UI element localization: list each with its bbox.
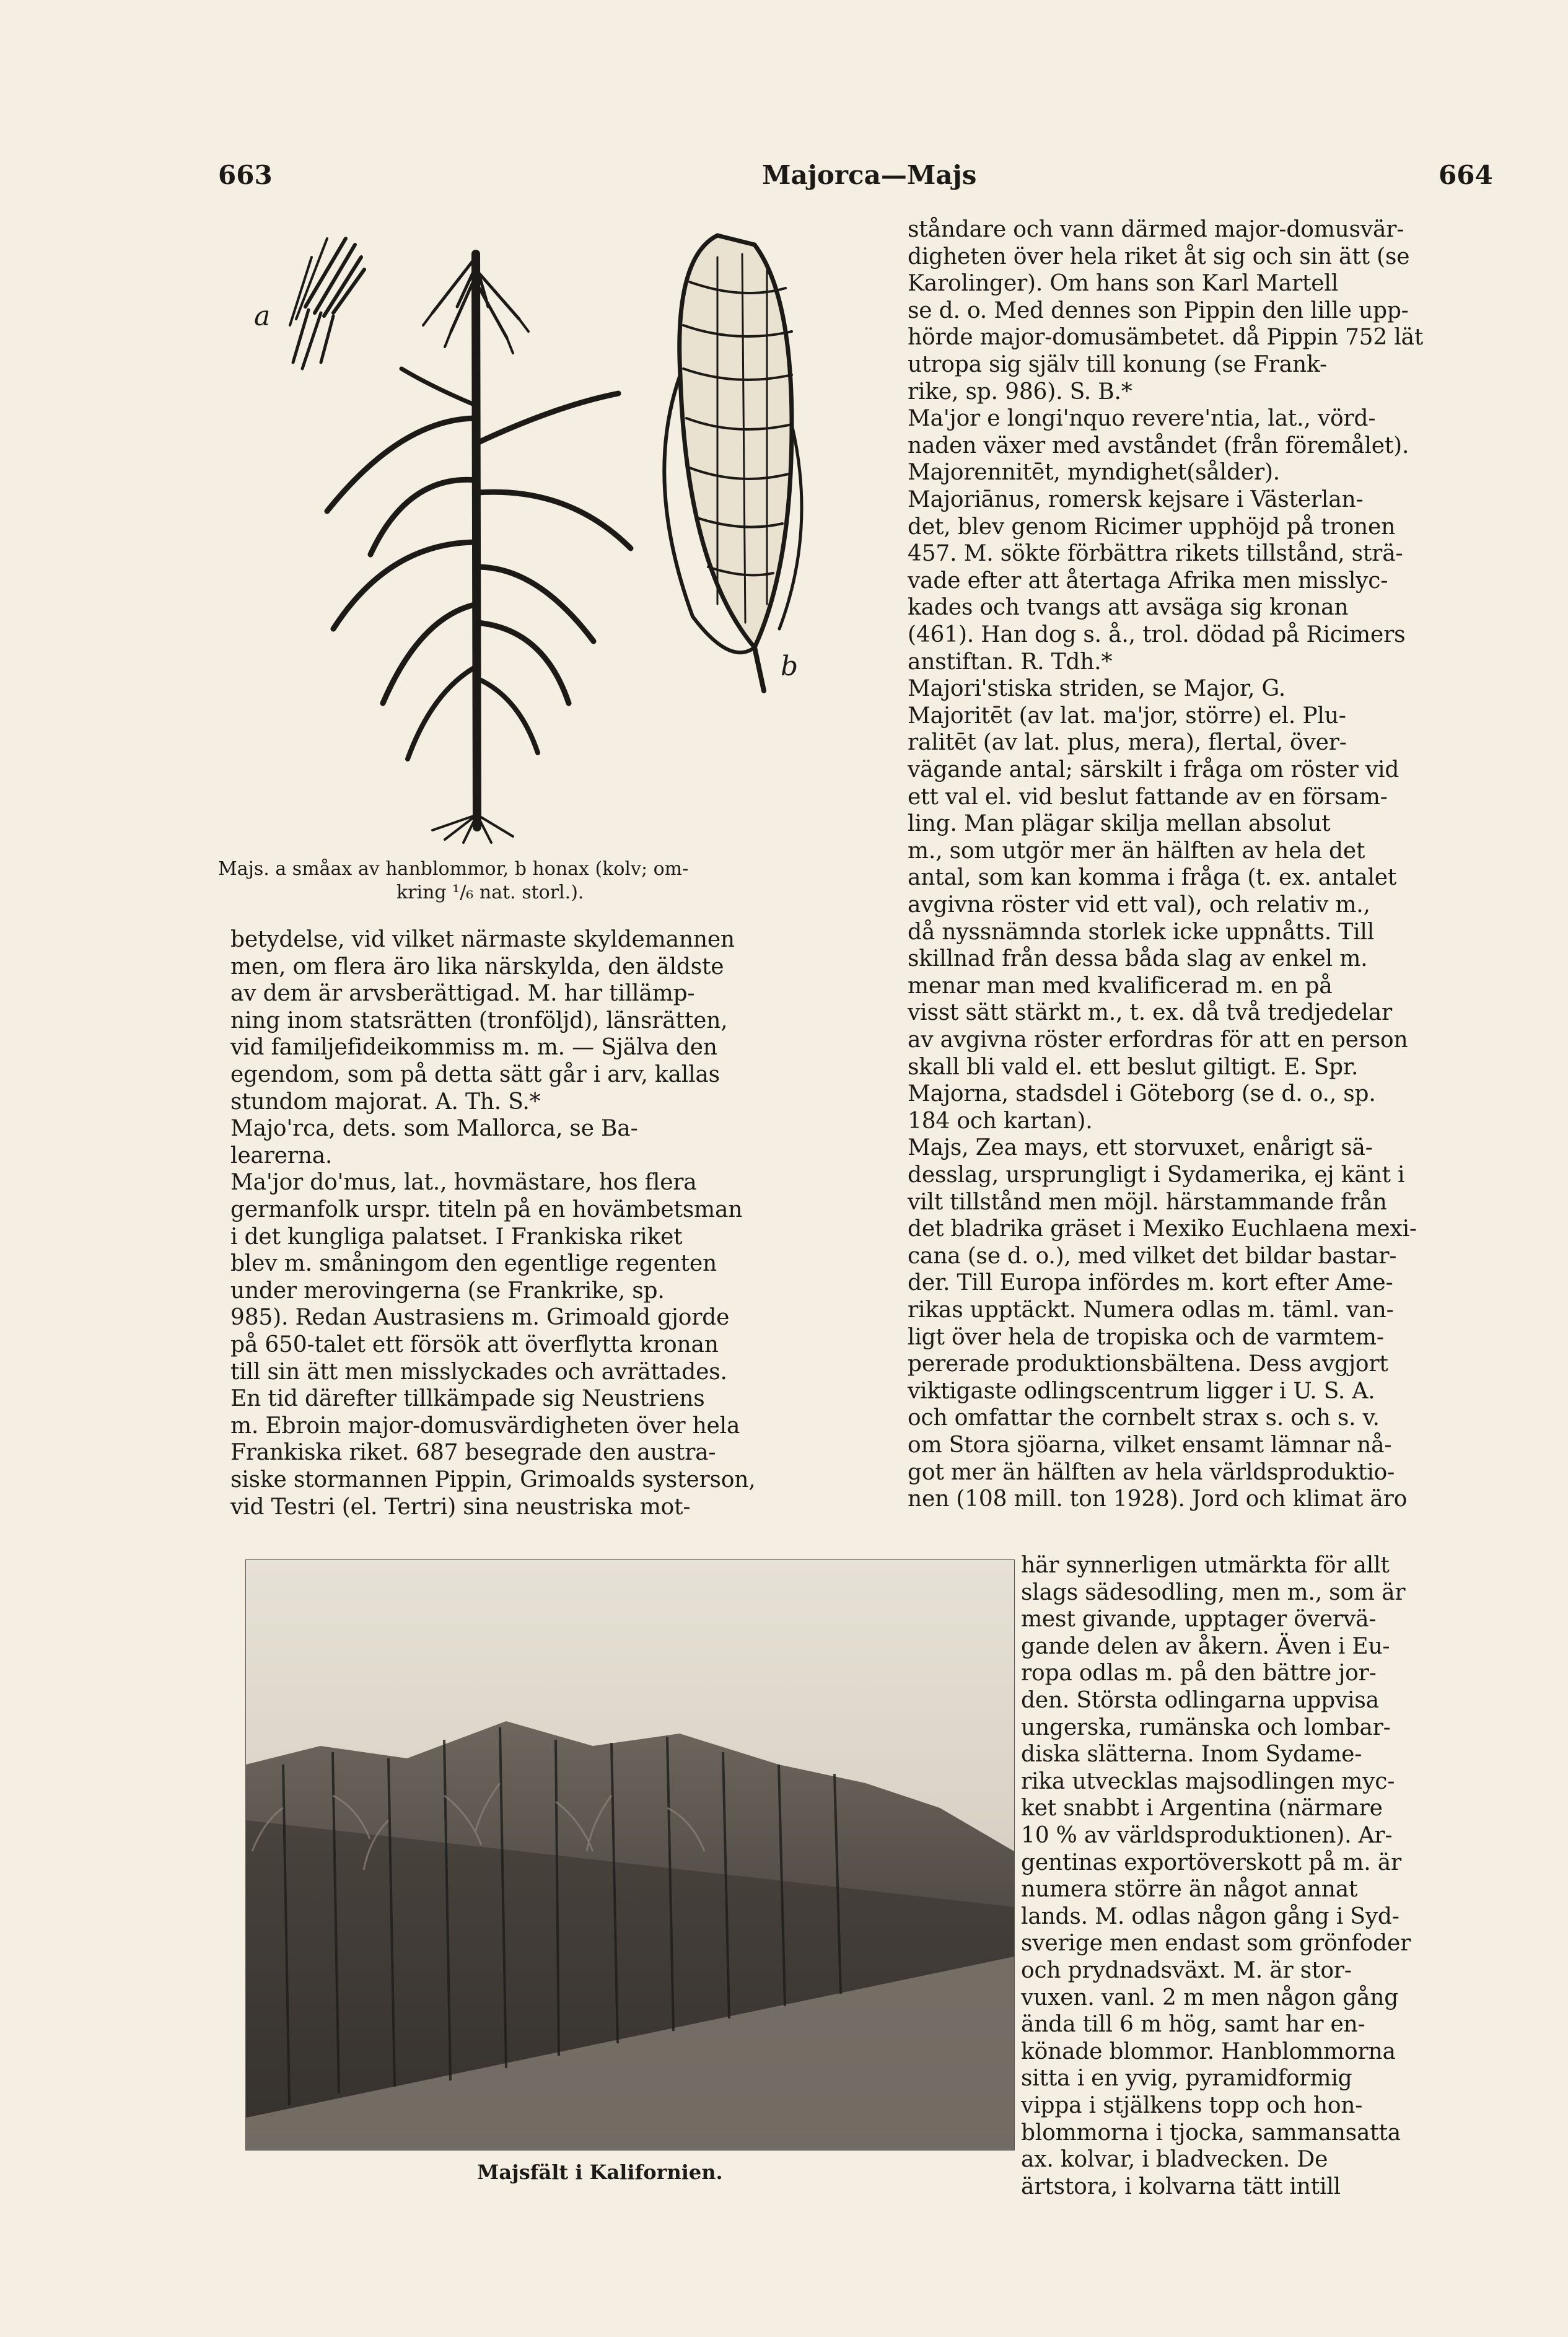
text-line: desslag, ursprungligt i Sydamerika, ej känt i xyxy=(908,1162,1405,1188)
text-line: och omfattar the cornbelt strax s. och s. v. xyxy=(908,1405,1380,1431)
text-line: Majoriānus, romersk kejsare i Västerlan- xyxy=(908,487,1364,512)
text-line: här synnerligen utmärkta för allt xyxy=(1021,1553,1390,1578)
text-line: könade blommor. Hanblommorna xyxy=(1021,2038,1396,2064)
text-line: Frankiska riket. 687 besegrade den austra- xyxy=(230,1440,716,1466)
figure-label-b: b xyxy=(781,651,799,682)
text-line: ling. Man plägar skilja mellan absolut xyxy=(908,811,1331,837)
text-line: Ma'jor do'mus, lat., hovmästare, hos flera xyxy=(230,1170,697,1196)
text-line: 457. M. sökte förbättra rikets tillstånd, strä- xyxy=(908,541,1403,567)
text-line: En tid därefter tillkämpade sig Neustriens xyxy=(230,1386,705,1412)
text-line: blev m. småningom den egentlige regenten xyxy=(230,1251,717,1277)
text-line: 184 och kartan). xyxy=(908,1108,1093,1134)
text-line: vid familjefideikommiss m. m. — Själva den xyxy=(230,1035,717,1061)
text-line: Majoritēt (av lat. ma'jor, större) el. Plu- xyxy=(908,703,1346,729)
text-line: learerna. xyxy=(230,1142,333,1168)
text-line: blommorna i tjocka, sammansatta xyxy=(1021,2120,1401,2146)
text-line: ning inom statsrätten (tronföljd), länsrätten, xyxy=(230,1007,728,1033)
text-line: under merovingerna (se Frankrike, sp. xyxy=(230,1278,665,1304)
text-line: skillnad från dessa båda slag av enkel m. xyxy=(908,946,1368,972)
text-line: sverige men endast som grönfoder xyxy=(1021,1931,1411,1957)
text-line: Majs, Zea mays, ett storvuxet, enårigt sä- xyxy=(908,1135,1373,1161)
text-line: visst sätt stärkt m., t. ex. då två tredjedelar xyxy=(908,1000,1392,1026)
field-photo-caption: Majsfält i Kalifornien. xyxy=(477,2160,723,2184)
text-line: Majorennitēt, myndighet(sålder). xyxy=(908,460,1281,486)
text-line: mest givande, upptager övervä- xyxy=(1021,1607,1377,1633)
text-line: Majo'rca, dets. som Mallorca, se Ba- xyxy=(230,1116,638,1142)
text-line: och prydnadsväxt. M. är stor- xyxy=(1021,1958,1352,1983)
text-line: digheten över hela riket åt sig och sin ätt (se xyxy=(908,243,1410,270)
text-line: siske stormannen Pippin, Grimoalds systerson, xyxy=(230,1467,756,1493)
text-line: vippa i stjälkens topp och hon- xyxy=(1021,2093,1363,2118)
text-line: ax. kolvar, i bladvecken. De xyxy=(1021,2147,1328,2173)
text-line: avgivna röster vid ett val), och relativ m., xyxy=(908,892,1370,918)
text-line: gande delen av åkern. Även i Eu- xyxy=(1021,1633,1390,1659)
text-line: m. Ebroin major-domusvärdigheten över hela xyxy=(230,1413,740,1439)
text-line: rika utvecklas majsodlingen myc- xyxy=(1021,1768,1395,1794)
text-line: sitta i en yvig, pyramidformig xyxy=(1021,2066,1352,2092)
text-line: germanfolk urspr. titeln på en hovämbetsman xyxy=(230,1197,743,1222)
text-line: till sin ätt men misslyckades och avrättades. xyxy=(230,1359,727,1385)
spikelet-figure-a xyxy=(290,239,364,369)
figure-label-a: a xyxy=(254,300,271,332)
text-line: anstiftan. R. Tdh.* xyxy=(908,649,1113,675)
text-line: rike, sp. 986). S. B.* xyxy=(908,379,1132,405)
text-line: antal, som kan komma i fråga (t. ex. antalet xyxy=(908,865,1397,891)
text-line: gentinas exportöverskott på m. är xyxy=(1021,1849,1401,1875)
text-line: viktigaste odlingscentrum ligger i U. S. A. xyxy=(908,1378,1375,1404)
text-line: skall bli vald el. ett beslut giltigt. E. Spr. xyxy=(908,1054,1359,1080)
text-line: betydelse, vid vilket närmaste skyldemannen xyxy=(230,927,735,952)
text-line: då nyssnämnda storlek icke uppnåtts. Till xyxy=(908,919,1375,945)
text-line: ligt över hela de tropiska och de varmtem- xyxy=(908,1324,1384,1350)
text-line: stundom majorat. A. Th. S.* xyxy=(230,1089,541,1115)
text-line: men, om flera äro lika närskylda, den äldste xyxy=(230,954,724,980)
text-line: vilt tillstånd men möjl. härstammande från xyxy=(908,1189,1387,1215)
text-line: i det kungliga palatset. I Frankiska riket xyxy=(230,1224,683,1250)
text-line: hörde major-domusämbetet. då Pippin 752 lät xyxy=(908,325,1424,351)
text-line: ket snabbt i Argentina (närmare xyxy=(1021,1796,1383,1822)
text-line: det bladrika gräset i Mexiko Euchlaena mexi- xyxy=(908,1216,1417,1242)
text-line: diska slätterna. Inom Sydame- xyxy=(1021,1742,1362,1768)
plant-figure-caption-line1: Majs. a småax av hanblommor, b honax (kolv; om- xyxy=(218,858,689,880)
text-line: numera större än något annat xyxy=(1021,1877,1358,1903)
text-line: pererade produktionsbältena. Dess avgjort xyxy=(908,1351,1388,1377)
text-line: 985). Redan Austrasiens m. Grimoald gjorde xyxy=(230,1305,730,1331)
text-line: 10 % av världsproduktionen). Ar- xyxy=(1021,1823,1393,1848)
text-line: den. Största odlingarna uppvisa xyxy=(1021,1688,1379,1713)
text-line: der. Till Europa infördes m. kort efter Ame- xyxy=(908,1270,1393,1296)
text-line: Ma'jor e longi'nquo revere'ntia, lat., vörd- xyxy=(908,406,1376,432)
text-line: vägande antal; särskilt i fråga om röster vid xyxy=(908,757,1399,783)
text-line: Karolinger). Om hans son Karl Martell xyxy=(908,271,1339,297)
page-number-left: 663 xyxy=(218,160,273,190)
text-line: rikas upptäckt. Numera odlas m. täml. van- xyxy=(908,1297,1394,1323)
text-line: ropa odlas m. på den bättre jor- xyxy=(1021,1660,1377,1686)
text-line: av avgivna röster erfordras för att en person xyxy=(908,1027,1408,1053)
text-line: got mer än hälften av hela världsproduktio- xyxy=(908,1459,1395,1485)
text-line: vuxen. vanl. 2 m men någon gång xyxy=(1021,1984,1399,2010)
text-line: utropa sig själv till konung (se Frank- xyxy=(908,352,1327,377)
text-line: ralitēt (av lat. plus, mera), flertal, över- xyxy=(908,730,1347,756)
text-line: ärtstora, i kolvarna tätt intill xyxy=(1021,2173,1341,2199)
text-line: ända till 6 m hög, samt har en- xyxy=(1021,2012,1365,2038)
text-line: ett val el. vid beslut fattande av en försam- xyxy=(908,784,1388,810)
text-line: det, blev genom Ricimer upphöjd på tronen xyxy=(908,514,1396,540)
text-line: lands. M. odlas någon gång i Syd- xyxy=(1021,1903,1399,1929)
text-line: egendom, som på detta sätt går i arv, kallas xyxy=(230,1062,720,1087)
text-line: Majori'stiska striden, se Major, G. xyxy=(908,676,1285,702)
text-line: cana (se d. o.), med vilket det bildar bastar- xyxy=(908,1243,1397,1269)
page-number-right: 664 xyxy=(1439,160,1493,190)
text-line: (461). Han dog s. å., trol. dödad på Ricimers xyxy=(908,622,1406,647)
text-line: menar man med kvalificerad m. en på xyxy=(908,973,1333,999)
text-line: se d. o. Med dennes son Pippin den lille upp- xyxy=(908,297,1409,323)
cornfield-photograph xyxy=(245,1559,1015,2151)
maize-plant-illustration xyxy=(247,220,835,847)
corn-cob-figure-b xyxy=(664,235,802,691)
text-line: kades och tvangs att avsäga sig kronan xyxy=(908,595,1349,621)
text-line: vade efter att återtaga Afrika men misslyc- xyxy=(908,568,1388,594)
text-line: ungerska, rumänska och lombar- xyxy=(1021,1714,1391,1740)
text-line: av dem är arvsberättigad. M. har tillämp- xyxy=(230,981,695,1007)
text-line: m., som utgör mer än hälften av hela det xyxy=(908,838,1365,864)
text-line: nen (108 mill. ton 1928). Jord och klimat äro xyxy=(908,1486,1408,1512)
text-line: vid Testri (el. Tertri) sina neustriska mot- xyxy=(230,1494,691,1520)
text-line: Majorna, stadsdel i Göteborg (se d. o., sp. xyxy=(908,1081,1376,1107)
text-line: naden växer med avståndet (från föremålet). xyxy=(908,432,1409,458)
text-line: ståndare och vann därmed major-domusvär- xyxy=(908,217,1404,242)
text-line: slags sädesodling, men m., som är xyxy=(1021,1579,1406,1605)
text-line: om Stora sjöarna, vilket ensamt lämnar nå- xyxy=(908,1432,1392,1458)
plant-figure-caption-line2: kring ¹/₆ nat. storl.). xyxy=(396,882,584,903)
text-line: på 650-talet ett försök att överflytta kronan xyxy=(230,1332,719,1357)
running-title: Majorca—Majs xyxy=(762,160,977,190)
